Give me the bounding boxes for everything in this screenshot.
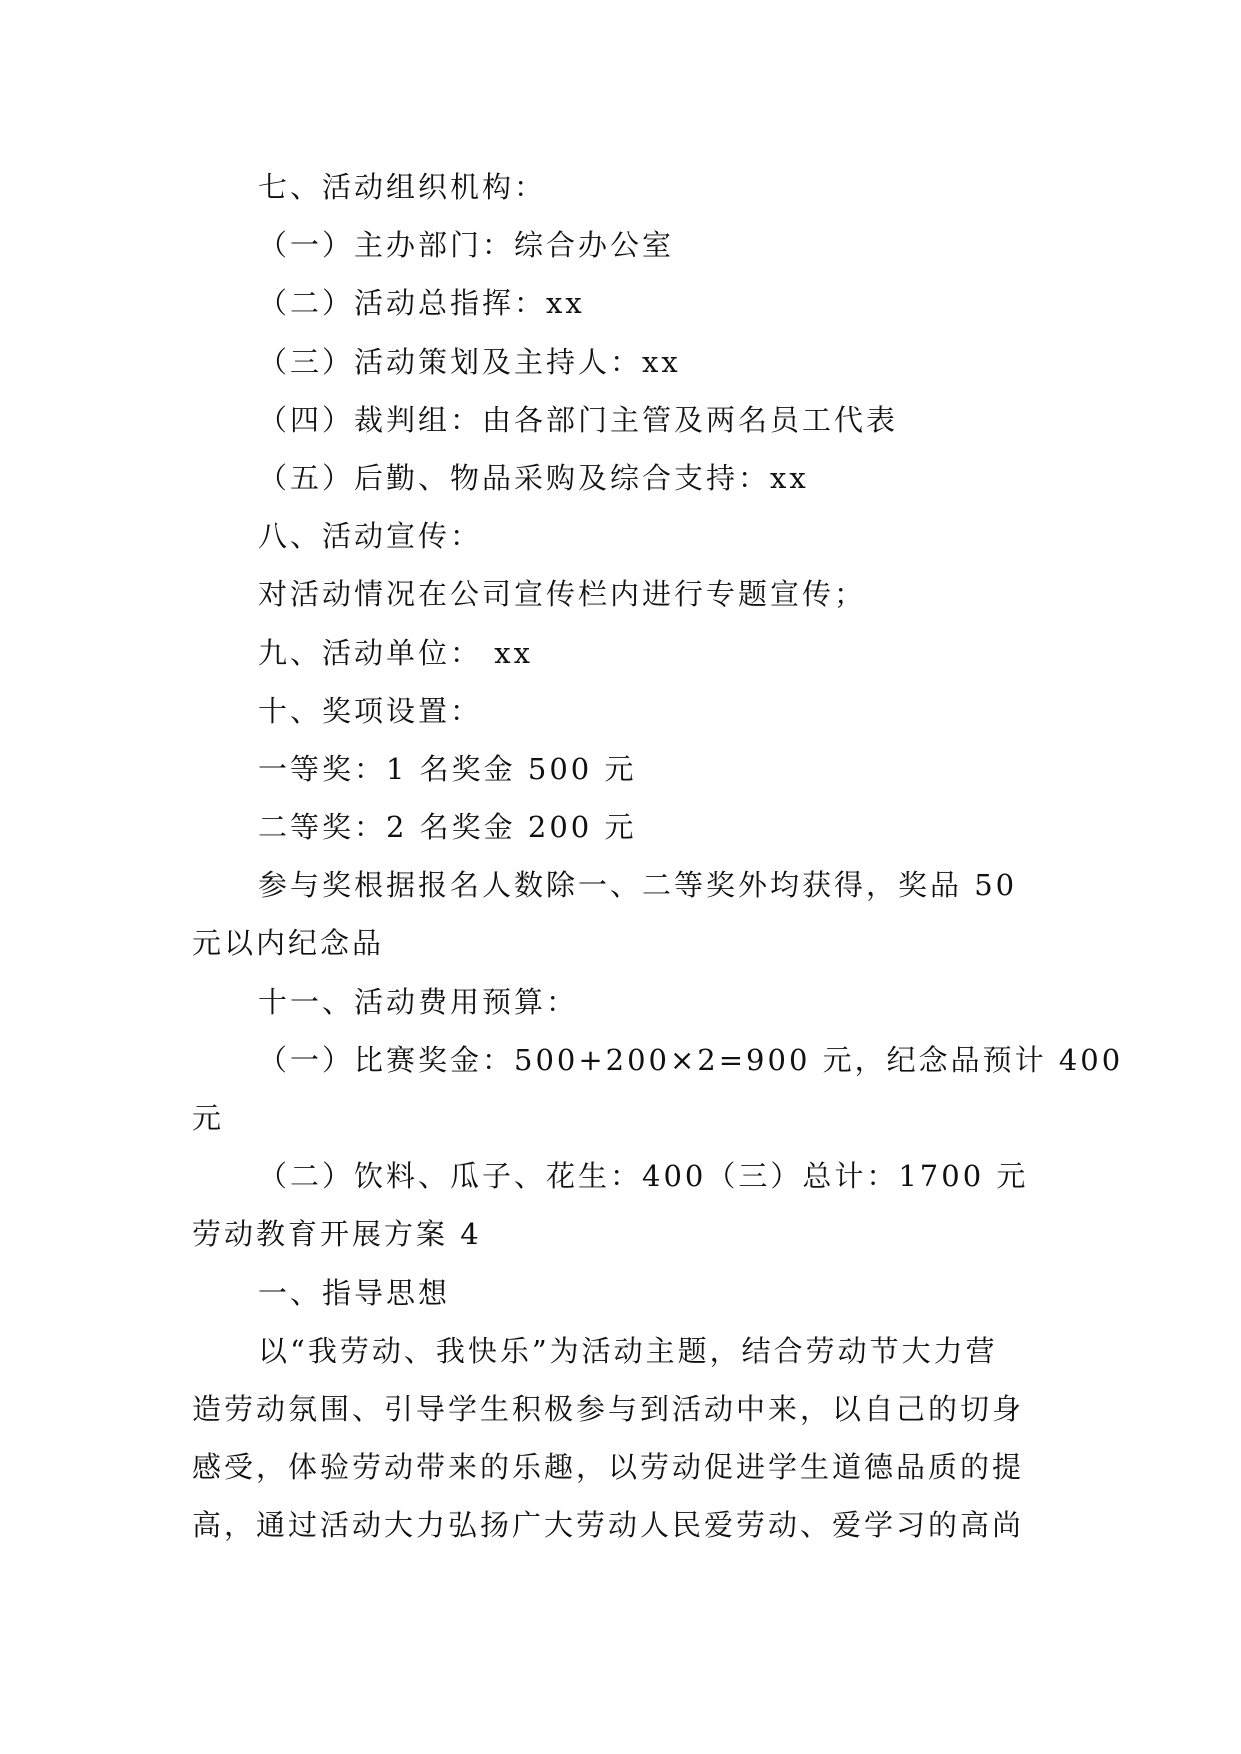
section-heading: 八、活动宣传： [258,519,483,554]
paragraph-line: 造劳动氛围、引导学生积极参与到活动中来，以自己的切身 [192,1391,1025,1426]
section-heading: 七、活动组织机构： [258,170,547,204]
section-heading: 十一、活动费用预算： [258,984,579,1019]
paragraph-line: 高，通过活动大力弘扬广大劳动人民爱劳动、爱学习的高尚 [192,1508,1025,1543]
document-title: 劳动教育开展方案 4 [192,1217,482,1252]
text-line: 元 [192,1101,225,1135]
paragraph-line: 以“我劳动、我快乐”为活动主题，结合劳动节大力营 [258,1333,998,1368]
section-heading: 一、指导思想 [258,1275,451,1310]
text-line: 对活动情况在公司宣传栏内进行专题宣传； [258,577,867,612]
text-line: （四）裁判组：由各部门主管及两名员工代表 [258,402,899,437]
text-line: 元以内纪念品 [192,926,385,961]
section-heading: 十、奖项设置： [258,693,483,728]
text-line: （二）活动总指挥：xx [258,286,585,321]
text-line: （一）比赛奖金：500+200×2=900 元，纪念品预计 400 [258,1042,1124,1077]
document-body [192,158,1124,1555]
paragraph-line: 感受，体验劳动带来的乐趣，以劳动促进学生道德品质的提 [192,1450,1025,1485]
text-line: （一）主办部门：综合办公室 [258,228,675,263]
text-line: （二）饮料、瓜子、花生：400（三）总计：1700 元 [258,1159,1029,1194]
text-line: （五）后勤、物品采购及综合支持：xx [258,460,809,495]
text-line: 一等奖：1 名奖金 500 元 [258,751,637,786]
text-line: （三）活动策划及主持人：xx [258,344,681,379]
text-line: 参与奖根据报名人数除一、二等奖外均获得，奖品 50 [258,868,1018,903]
section-heading: 九、活动单位： xx [258,635,533,670]
text-line: 二等奖：2 名奖金 200 元 [258,810,637,845]
